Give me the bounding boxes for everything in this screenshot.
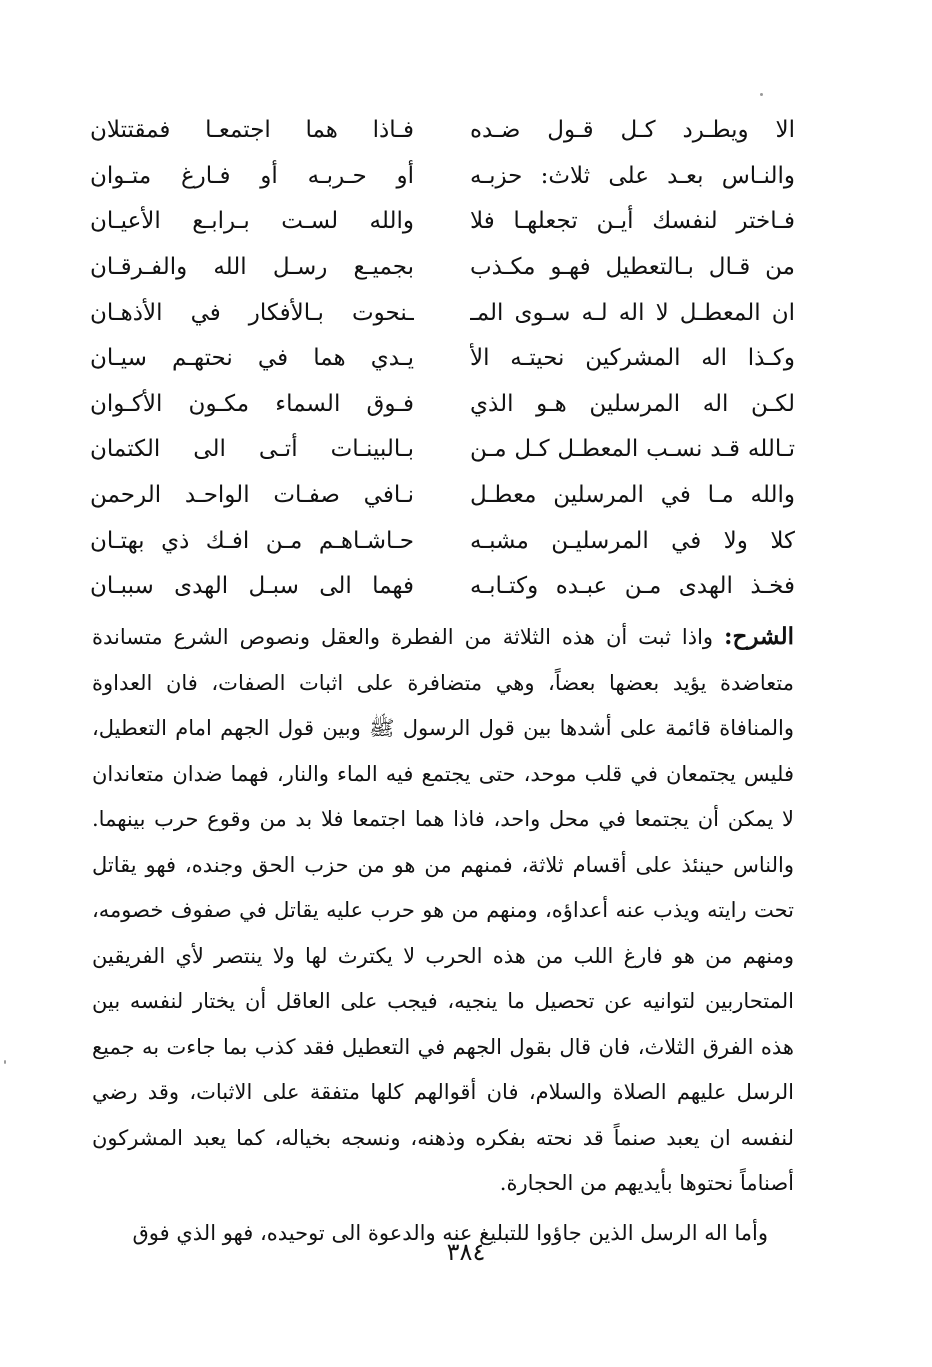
scan-speck [4, 1060, 6, 1064]
verse-second-hemistich: ـنحوت بـالأفكار في الأذهـان [90, 299, 414, 326]
commentary-paragraph-2: وأما اله الرسل الذين جاؤوا للتبليغ عنه والدعوة الى توحيده، فهو الذي فوق [132, 1220, 768, 1245]
verse-second-hemistich: فـوق السماء مكـون الأكـوان [90, 390, 414, 417]
verse-first-hemistich: لكـن اله المرسلين هـو الذي [470, 390, 795, 417]
verse-row [90, 564, 795, 610]
verse-row [90, 336, 795, 382]
verse-first-hemistich: فخـذ الهدى مـن عبـده وكتـابـه [470, 573, 795, 600]
poem-verses [90, 108, 795, 610]
verse-first-hemistich: كلا ولا في المرسليـن مشبـه [470, 527, 795, 554]
verse-first-hemistich: وكـذا اله المشركين نحيتـه الأ [470, 345, 795, 372]
verse-row [90, 108, 795, 154]
verse-second-hemistich: بـالبينـات أتـى الى الكتمان [90, 436, 414, 463]
verse-first-hemistich: من قـال بـالتعطيل فهـو مكـذب [470, 254, 795, 281]
verse-first-hemistich: الا ويطـرد كـل قـول ضـده [470, 117, 795, 144]
verse-row [90, 427, 795, 473]
commentary-text-1: واذا ثبت أن هذه الثلاثة من الفطرة والعقل ونصوص الشرع متساندة متعاضدة يؤيد بعضها بعضاً، وهي متضافرة على اثبات الصفات، فان العداوة والمنافاة قائمة على أشدها بين قول الرسول ﷺ وبين قول الجهم امام التعطيل، فليس يجتمعان في قلب موحد، حتى يجتمع فيه الماء والنار، فهما ضدان متعاندان لا يمكن أن يجتمعا في محل واحد، فاذا هما اجتمعا فلا بد من وقوع حرب بينهما. والناس حينئذ على أقسام ثلاثة، فمنهم من هو من حزب الحق وجنده، فهو يقاتل تحت رايته ويذب عنه أعداؤه، ومنهم من هو حرب عليه يقاتل في صفوف خصومه، ومنهم من هو فارغ اللب من هذه الحرب لا يكترث لها ولا ينتصر لأي الفريقين المتحاربين لتوانيه عن تحصيل ما ينجيه، فيجب على العاقل أن يختار لنفسه بين هذه الفرق الثلاث، فان قال بقول الجهم في التعطيل فقد كذب بما جاءت به جميع الرسل عليهم الصلاة والسلام، فان أقوالهم كلها متفقة على الاثبات، وقد رضي لنفسه ان يعبد صنماً قد نحته بفكره وذهنه، ونسجه بخياله، كما يعبد المشركون أصناماً نحتوها بأيديهم من الحجارة. [92, 625, 794, 1195]
verse-row [90, 518, 795, 564]
verse-row [90, 245, 795, 291]
verse-first-hemistich: تـالله قـد نسـب المعطـل كـل مـن [470, 436, 795, 463]
verse-second-hemistich: نـافي صفـات الواحـد الرحمن [90, 482, 414, 509]
commentary-paragraph-1 [92, 614, 794, 1207]
verse-second-hemistich: بجميـع رسـل الله والفـرقـان [90, 254, 414, 281]
verse-row [90, 290, 795, 336]
verse-row [90, 382, 795, 428]
verse-row [90, 199, 795, 245]
verse-first-hemistich: فـاختر لنفسك أيـن تجعلهـا فلا [470, 208, 795, 235]
verse-row [90, 154, 795, 200]
commentary [92, 614, 794, 1256]
commentary-label: الشرح: [724, 623, 794, 650]
verse-second-hemistich: حـاشـاهـم مـن افـك ذي بهتـان [90, 527, 414, 554]
verse-first-hemistich: والنـاس بعـد على ثلاث: حزبـه [470, 162, 795, 189]
page-number: ٣٨٤ [446, 1238, 486, 1266]
verse-second-hemistich: فـاذا هما اجتمعـا فمقتتلان [90, 117, 414, 144]
verse-first-hemistich: والله مـا في المرسلين معطـل [470, 482, 795, 509]
verse-second-hemistich: والله لسـت بـرابـع الأعيـان [90, 208, 414, 235]
verse-second-hemistich: فهما الى سبـل الهدى سببـان [90, 573, 414, 600]
verse-second-hemistich: أو حـربـه أو فـارغ متـوان [90, 162, 414, 189]
verse-first-hemistich: ان المعطـل لا اله لـه سـوى المـ [470, 299, 795, 326]
verse-second-hemistich: يـدي هما في نحتهـم سيـان [90, 345, 414, 372]
scan-speck [760, 93, 763, 96]
verse-row [90, 473, 795, 519]
